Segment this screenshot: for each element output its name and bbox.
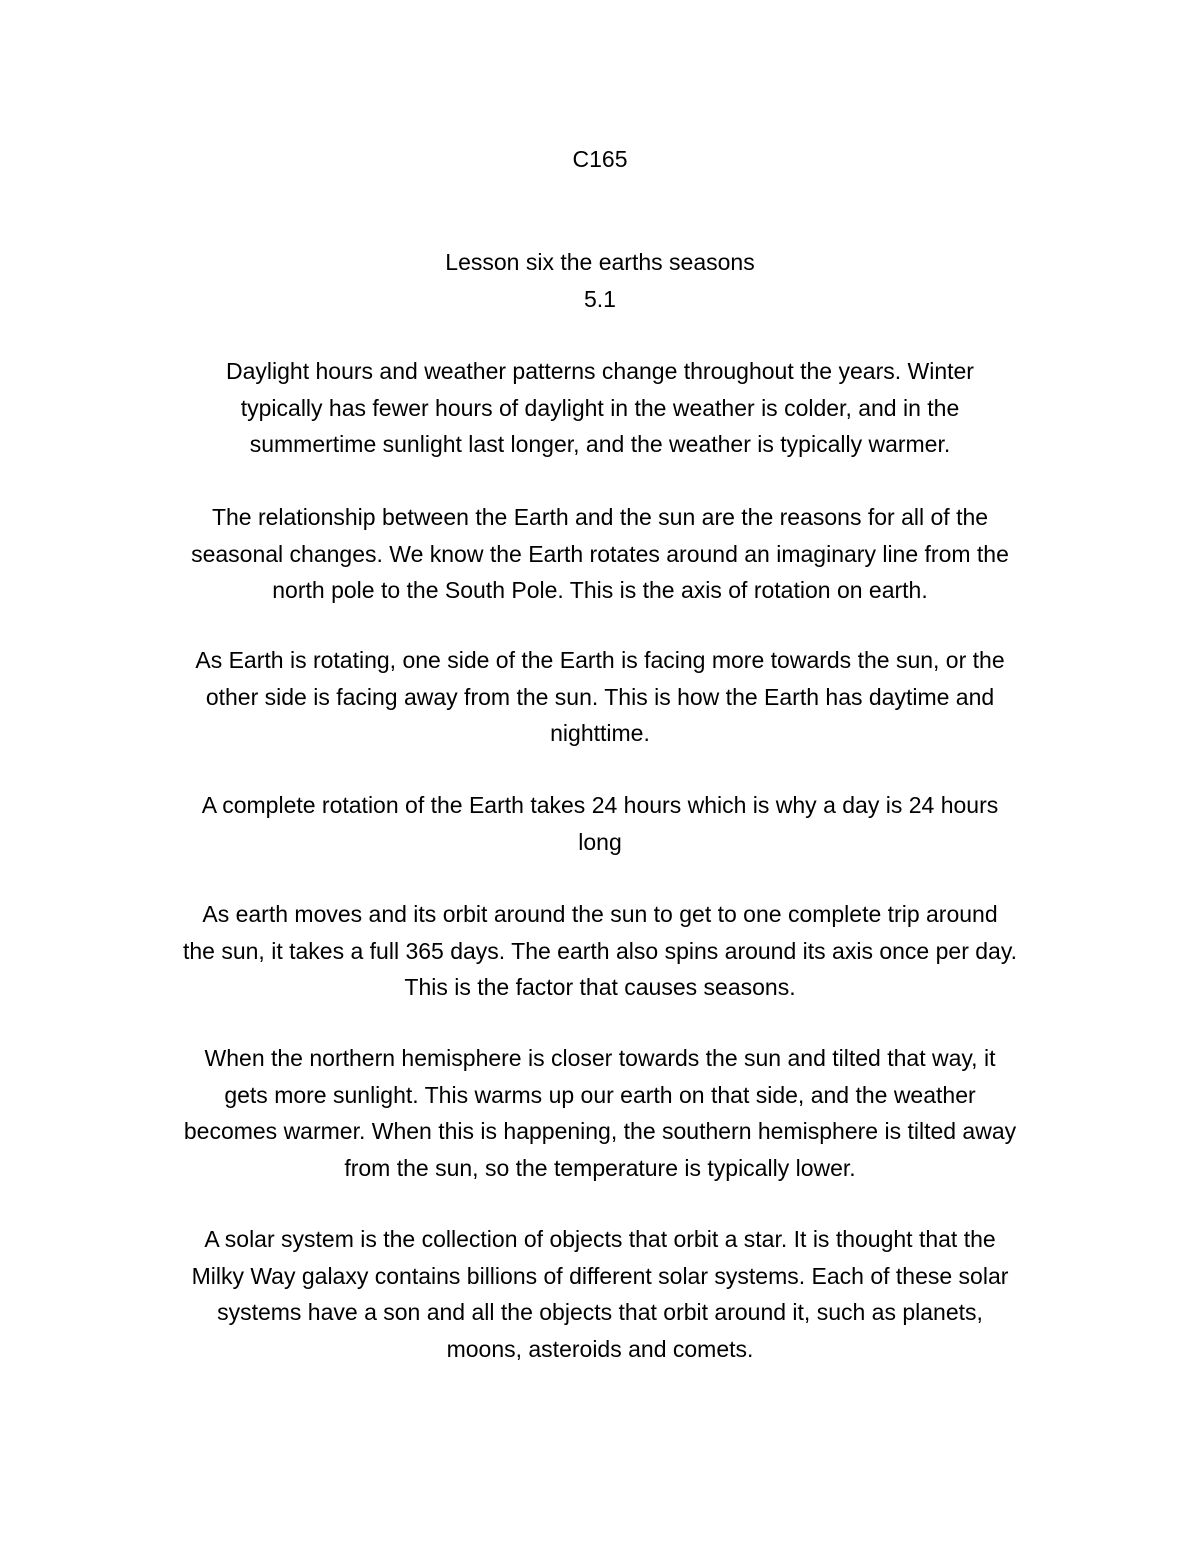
paragraph-orbit [140,896,1060,1006]
paragraph-line: long [578,828,622,855]
paragraph-line: other side is facing away from the sun. This is how the Earth has daytime and [205,683,995,710]
lesson-title: Lesson six the earths seasons [445,249,755,275]
section-number: 5.1 [584,286,616,312]
paragraph-line: nighttime. [550,720,650,746]
paragraph-line: the sun, it takes a full 365 days. The earth also spins around its axis once per day. [182,937,1018,964]
paragraph-line: Daylight hours and weather patterns change throughout the years. Winter [226,358,974,384]
paragraph-line: Milky Way galaxy contains billions of different solar systems. Each of these solar [191,1262,1009,1289]
paragraph-line: This is the factor that causes seasons. [404,974,796,1000]
paragraph-line: typically has fewer hours of daylight in the weather is colder, and in the [240,394,960,421]
paragraph-line: becomes warmer. When this is happening, the southern hemisphere is tilted away [183,1118,1017,1144]
paragraph-line: summertime sunlight last longer, and the weather is typically warmer. [249,431,951,457]
paragraph-line: A solar system is the collection of objects that orbit a star. It is thought that the [204,1226,996,1252]
paragraph-line: As earth moves and its orbit around the sun to get to one complete trip around [202,901,998,927]
paragraph-line: seasonal changes. We know the Earth rotates around an imaginary line from the [191,540,1009,567]
paragraph-rotation-day-night [140,642,1060,752]
paragraph-earth-sun-relationship [140,499,1060,609]
paragraph-line: from the sun, so the temperature is typically lower. [344,1154,856,1181]
paragraph-line: As Earth is rotating, one side of the Earth is facing more towards the sun, or the [195,647,1005,673]
paragraph-line: When the northern hemisphere is closer towards the sun and tilted that way, it [204,1045,996,1071]
paragraph-line: north pole to the South Pole. This is the axis of rotation on earth. [272,577,928,603]
course-code: C165 [572,146,628,172]
paragraph-hemispheres [140,1040,1060,1186]
paragraph-complete-rotation [140,787,1060,860]
paragraph-line: systems have a son and all the objects that orbit around it, such as planets, [217,1299,983,1325]
paragraph-solar-system [140,1221,1060,1367]
paragraph-line: gets more sunlight. This warms up our earth on that side, and the weather [224,1081,976,1108]
paragraph-line: moons, asteroids and comets. [446,1335,754,1362]
paragraph-line: The relationship between the Earth and the sun are the reasons for all of the [211,504,989,530]
paragraph-line: A complete rotation of the Earth takes 24 hours which is why a day is 24 hours [201,792,999,818]
paragraph-daylight [140,353,1060,463]
